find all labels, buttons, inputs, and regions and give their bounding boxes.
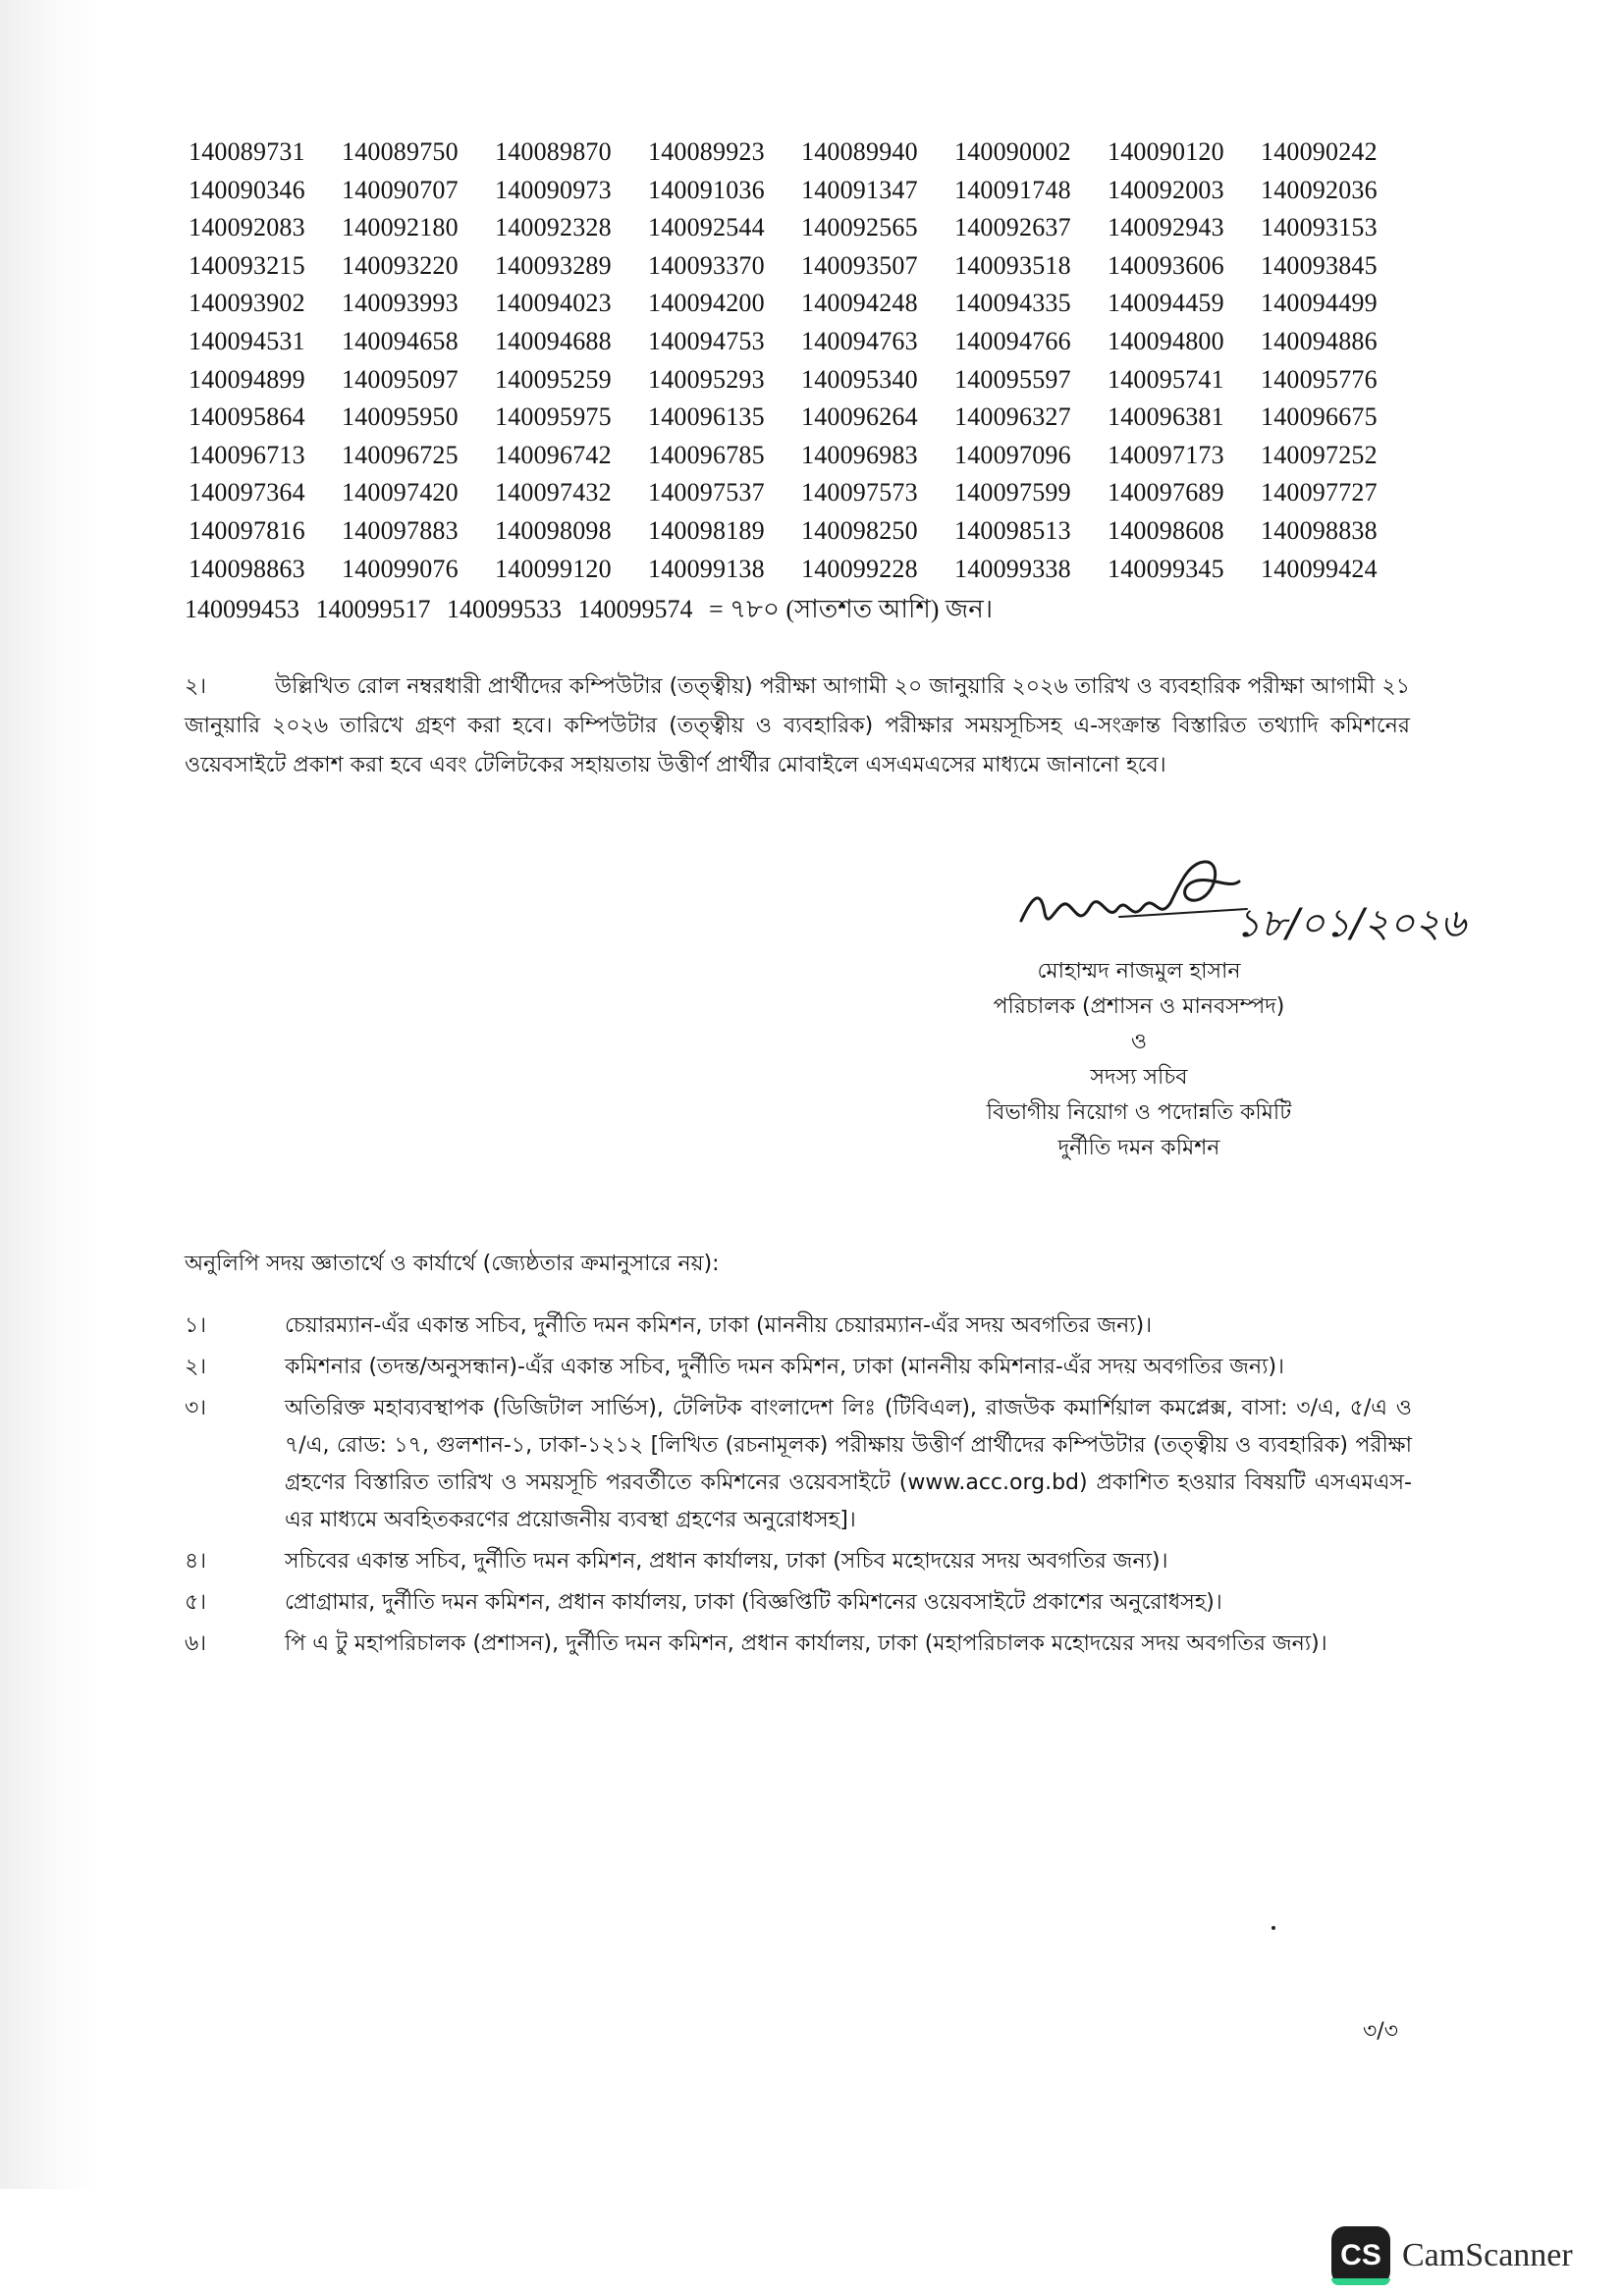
roll-number: 140093289 — [495, 250, 612, 280]
roll-number: 140095975 — [495, 402, 612, 432]
roll-number: 140095340 — [801, 364, 918, 394]
roll-number: 140093993 — [342, 289, 459, 318]
signatory-organization: দুর্নীতি দমন কমিশন — [1057, 1136, 1220, 1160]
roll-number: 140092180 — [342, 213, 459, 242]
roll-number: 140093507 — [801, 250, 918, 280]
list-item — [185, 1349, 1412, 1386]
roll-number: 140097727 — [1261, 478, 1378, 507]
copy-to-list — [185, 1308, 1412, 1667]
roll-number: 140096725 — [342, 440, 459, 469]
table-row — [189, 437, 1414, 475]
table-row — [189, 285, 1414, 323]
roll-number: 140097689 — [1108, 478, 1224, 507]
roll-number: 140093518 — [954, 250, 1071, 280]
roll-number: 140090242 — [1261, 137, 1378, 166]
roll-number: 140094459 — [1108, 289, 1224, 318]
signature-block — [884, 954, 1394, 1166]
roll-number: 140089940 — [801, 137, 918, 166]
roll-number: 140091748 — [954, 175, 1071, 204]
list-item-number: ৬। — [185, 1631, 207, 1656]
roll-number: 140098250 — [801, 515, 918, 545]
roll-number: 140097537 — [648, 478, 765, 507]
list-item — [185, 1584, 1412, 1622]
stray-mark — [1271, 1926, 1275, 1930]
list-item — [185, 1308, 1412, 1345]
table-row — [189, 399, 1414, 437]
table-row — [189, 551, 1414, 589]
table-row — [189, 474, 1414, 512]
roll-number: 140092565 — [801, 213, 918, 242]
roll-number: 140096135 — [648, 402, 765, 432]
roll-number: 140095097 — [342, 364, 459, 394]
roll-number: 140095293 — [648, 364, 765, 394]
signatory-name: মোহাম্মদ নাজমুল হাসান — [1037, 959, 1241, 984]
roll-number: 140089923 — [648, 137, 765, 166]
list-item-text: চেয়ারম্যান-এঁর একান্ত সচিব, দুর্নীতি দমন কমিশন, ঢাকা (মাননীয় চেয়ারম্যান-এঁর সদয় অবগতির জন্য)। — [285, 1313, 1153, 1338]
list-item-number: ৪। — [185, 1549, 207, 1574]
roll-number: 140095597 — [954, 364, 1071, 394]
roll-number: 140090707 — [342, 175, 459, 204]
roll-number: 140096983 — [801, 440, 918, 469]
roll-number: 140099533 — [447, 595, 562, 623]
roll-number: 140090973 — [495, 175, 612, 204]
roll-number: 140094200 — [648, 289, 765, 318]
paragraph-2 — [185, 667, 1410, 785]
roll-number: 140099574 — [577, 595, 693, 623]
roll-number: 140094886 — [1261, 326, 1378, 355]
roll-number: 140096381 — [1108, 402, 1224, 432]
roll-number: 140092083 — [189, 213, 305, 242]
table-row — [189, 133, 1414, 172]
roll-number: 140090120 — [1108, 137, 1224, 166]
list-item — [185, 1390, 1412, 1539]
roll-number: 140098608 — [1108, 515, 1224, 545]
roll-number: 140096713 — [189, 440, 305, 469]
list-item-text: প্রোগ্রামার, দুর্নীতি দমন কমিশন, প্রধান কার্যালয়, ঢাকা (বিজ্ঞপ্তিটি কমিশনের ওয়েবসাইটে প্রকাশের অনুরোধসহ)। — [285, 1590, 1222, 1615]
list-item-number: ১। — [185, 1313, 207, 1338]
roll-number: 140089870 — [495, 137, 612, 166]
roll-number: 140099228 — [801, 554, 918, 583]
camscanner-name: CamScanner — [1402, 2237, 1573, 2273]
signatory-conjunction: ও — [1130, 1030, 1148, 1054]
roll-number: 140095776 — [1261, 364, 1378, 394]
paragraph-text: উল্লিখিত রোল নম্বরধারী প্রার্থীদের কম্পিউটার (তত্ত্বীয়) পরীক্ষা আগামী ২০ জানুয়ারি ২০২৬ তারিখ ও ব্যবহারিক পরীক্ষা আগামী ২১ জানুয়ারি ২০২৬ তারিখে গ্রহণ করা হবে। কম্পিউটার (তত্ত্বীয় ও ব্যবহারিক) পরীক্ষার সময়সূচিসহ এ-সংক্রান্ত বিস্তারিত তথ্যাদি কমিশনের ওয়েবসাইটে প্রকাশ করা হবে এবং টেলিটকের সহায়তায় উত্তীর্ণ প্রার্থীর মোবাইলে এসএমএসের মাধ্যমে জানানো হবে। — [185, 674, 1410, 777]
roll-number: 140094753 — [648, 326, 765, 355]
roll-number: 140097573 — [801, 478, 918, 507]
roll-number: 140094800 — [1108, 326, 1224, 355]
signatory-title: পরিচালক (প্রশাসন ও মানবসম্পদ) — [993, 994, 1285, 1019]
roll-number: 140094763 — [801, 326, 918, 355]
roll-number: 140099424 — [1261, 554, 1378, 583]
roll-number: 140095259 — [495, 364, 612, 394]
roll-number: 140092943 — [1108, 213, 1224, 242]
roll-number-table — [189, 133, 1414, 588]
signatory-role: সদস্য সচিব — [1090, 1065, 1188, 1090]
table-row — [189, 247, 1414, 286]
roll-number: 140094248 — [801, 289, 918, 318]
table-row — [189, 209, 1414, 247]
roll-number: 140097816 — [189, 515, 305, 545]
roll-number: 140092328 — [495, 213, 612, 242]
roll-number: 140094688 — [495, 326, 612, 355]
roll-number: 140089731 — [189, 137, 305, 166]
roll-number: 140098513 — [954, 515, 1071, 545]
roll-number: 140097173 — [1108, 440, 1224, 469]
roll-number: 140091347 — [801, 175, 918, 204]
roll-number: 140098838 — [1261, 515, 1378, 545]
roll-number: 140097096 — [954, 440, 1071, 469]
table-row — [189, 512, 1414, 551]
camscanner-logo-icon — [1331, 2226, 1390, 2285]
roll-number: 140096675 — [1261, 402, 1378, 432]
roll-number: 140094899 — [189, 364, 305, 394]
roll-number: 140095950 — [342, 402, 459, 432]
roll-number: 140096327 — [954, 402, 1071, 432]
roll-number: 140099076 — [342, 554, 459, 583]
signatory-committee: বিভাগীয় নিয়োগ ও পদোন্নতি কমিটি — [986, 1100, 1292, 1125]
roll-number: 140089750 — [342, 137, 459, 166]
list-item-text: কমিশনার (তদন্ত/অনুসন্ধান)-এঁর একান্ত সচিব, দুর্নীতি দমন কমিশন, ঢাকা (মাননীয় কমিশনার-এঁর সদয় অবগতির জন্য)। — [285, 1355, 1284, 1379]
roll-total: = ৭৮০ (সাতশত আশি) জন। — [709, 595, 994, 623]
paper-edge-shadow — [0, 0, 98, 2189]
roll-number: 140098863 — [189, 554, 305, 583]
roll-number-last-row — [185, 589, 1002, 632]
roll-number: 140093370 — [648, 250, 765, 280]
list-item-number: ২। — [185, 1355, 207, 1379]
roll-number: 140099138 — [648, 554, 765, 583]
roll-number: 140090002 — [954, 137, 1071, 166]
list-item-text: সচিবের একান্ত সচিব, দুর্নীতি দমন কমিশন, প্রধান কার্যালয়, ঢাকা (সচিব মহোদয়ের সদয় অবগতির জন্য)। — [285, 1549, 1168, 1574]
roll-number: 140092036 — [1261, 175, 1378, 204]
roll-number: 140097364 — [189, 478, 305, 507]
camscanner-watermark — [1331, 2226, 1573, 2285]
copy-to-heading: অনুলিপি সদয় জ্ঞাতার্থে ও কার্যার্থে (জ্যেষ্ঠতার ক্রমানুসারে নয়): — [185, 1252, 720, 1276]
roll-number: 140097432 — [495, 478, 612, 507]
roll-number: 140093220 — [342, 250, 459, 280]
roll-number: 140097420 — [342, 478, 459, 507]
roll-number: 140099120 — [495, 554, 612, 583]
roll-number: 140094023 — [495, 289, 612, 318]
roll-number: 140094658 — [342, 326, 459, 355]
roll-number: 140092637 — [954, 213, 1071, 242]
roll-number: 140094499 — [1261, 289, 1378, 318]
roll-number: 140096785 — [648, 440, 765, 469]
roll-number: 140099453 — [185, 595, 299, 623]
roll-number: 140093845 — [1261, 250, 1378, 280]
list-item — [185, 1543, 1412, 1580]
roll-number: 140092544 — [648, 213, 765, 242]
table-row — [189, 361, 1414, 400]
roll-number: 140094766 — [954, 326, 1071, 355]
paragraph-number: ২। — [185, 674, 207, 699]
roll-number: 140092003 — [1108, 175, 1224, 204]
list-item-text: অতিরিক্ত মহাব্যবস্থাপক (ডিজিটাল সার্ভিস), টেলিটক বাংলাদেশ লিঃ (টিবিএল), রাজউক কমার্শিয়াল কমপ্লেক্স, বাসা: ৩/এ, ৫/এ ও ৭/এ, রোড: ১৭, গুলশান-১, ঢাকা-১২১২ [লিখিত (রচনামূলক) পরীক্ষায় উত্তীর্ণ প্রার্থীদের কম্পিউটার (তত্ত্বীয় ও ব্যবহারিক) পরীক্ষা গ্রহণের বিস্তারিত তারিখ ও সময়সূচি পরবর্তীতে কমিশনের ওয়েবসাইটে (www.acc.org.bd) প্রকাশিত হওয়ার বিষয়টি এসএমএস-এর মাধ্যমে অবহিতকরণের প্রয়োজনীয় ব্যবস্থা গ্রহণের অনুরোধসহ]। — [285, 1396, 1412, 1532]
roll-number: 140093215 — [189, 250, 305, 280]
roll-number: 140095864 — [189, 402, 305, 432]
roll-number: 140097883 — [342, 515, 459, 545]
roll-number: 140099345 — [1108, 554, 1224, 583]
list-item — [185, 1626, 1412, 1663]
roll-number: 140098098 — [495, 515, 612, 545]
list-item-number: ৩। — [185, 1396, 207, 1420]
roll-number: 140098189 — [648, 515, 765, 545]
roll-number: 140099517 — [315, 595, 431, 623]
table-row — [189, 323, 1414, 361]
roll-number: 140090346 — [189, 175, 305, 204]
roll-number: 140096742 — [495, 440, 612, 469]
list-item-text: পি এ টু মহাপরিচালক (প্রশাসন), দুর্নীতি দমন কমিশন, প্রধান কার্যালয়, ঢাকা (মহাপরিচালক মহোদয়ের সদয় অবগতির জন্য)। — [285, 1631, 1327, 1656]
camscanner-logo-text: CS — [1340, 2239, 1381, 2271]
roll-number: 140093606 — [1108, 250, 1224, 280]
handwritten-date: ১৮/০১/২০২৬ — [1235, 901, 1466, 946]
table-row — [189, 172, 1414, 210]
page-number: ৩/৩ — [1363, 2019, 1399, 2044]
handwritten-signature — [1011, 844, 1473, 952]
roll-number: 140094335 — [954, 289, 1071, 318]
roll-number: 140097599 — [954, 478, 1071, 507]
list-item-number: ৫। — [185, 1590, 207, 1615]
roll-number: 140097252 — [1261, 440, 1378, 469]
roll-number: 140094531 — [189, 326, 305, 355]
roll-number: 140095741 — [1108, 364, 1224, 394]
roll-number: 140096264 — [801, 402, 918, 432]
roll-number: 140093902 — [189, 289, 305, 318]
roll-number: 140091036 — [648, 175, 765, 204]
roll-number: 140093153 — [1261, 213, 1378, 242]
roll-number: 140099338 — [954, 554, 1071, 583]
